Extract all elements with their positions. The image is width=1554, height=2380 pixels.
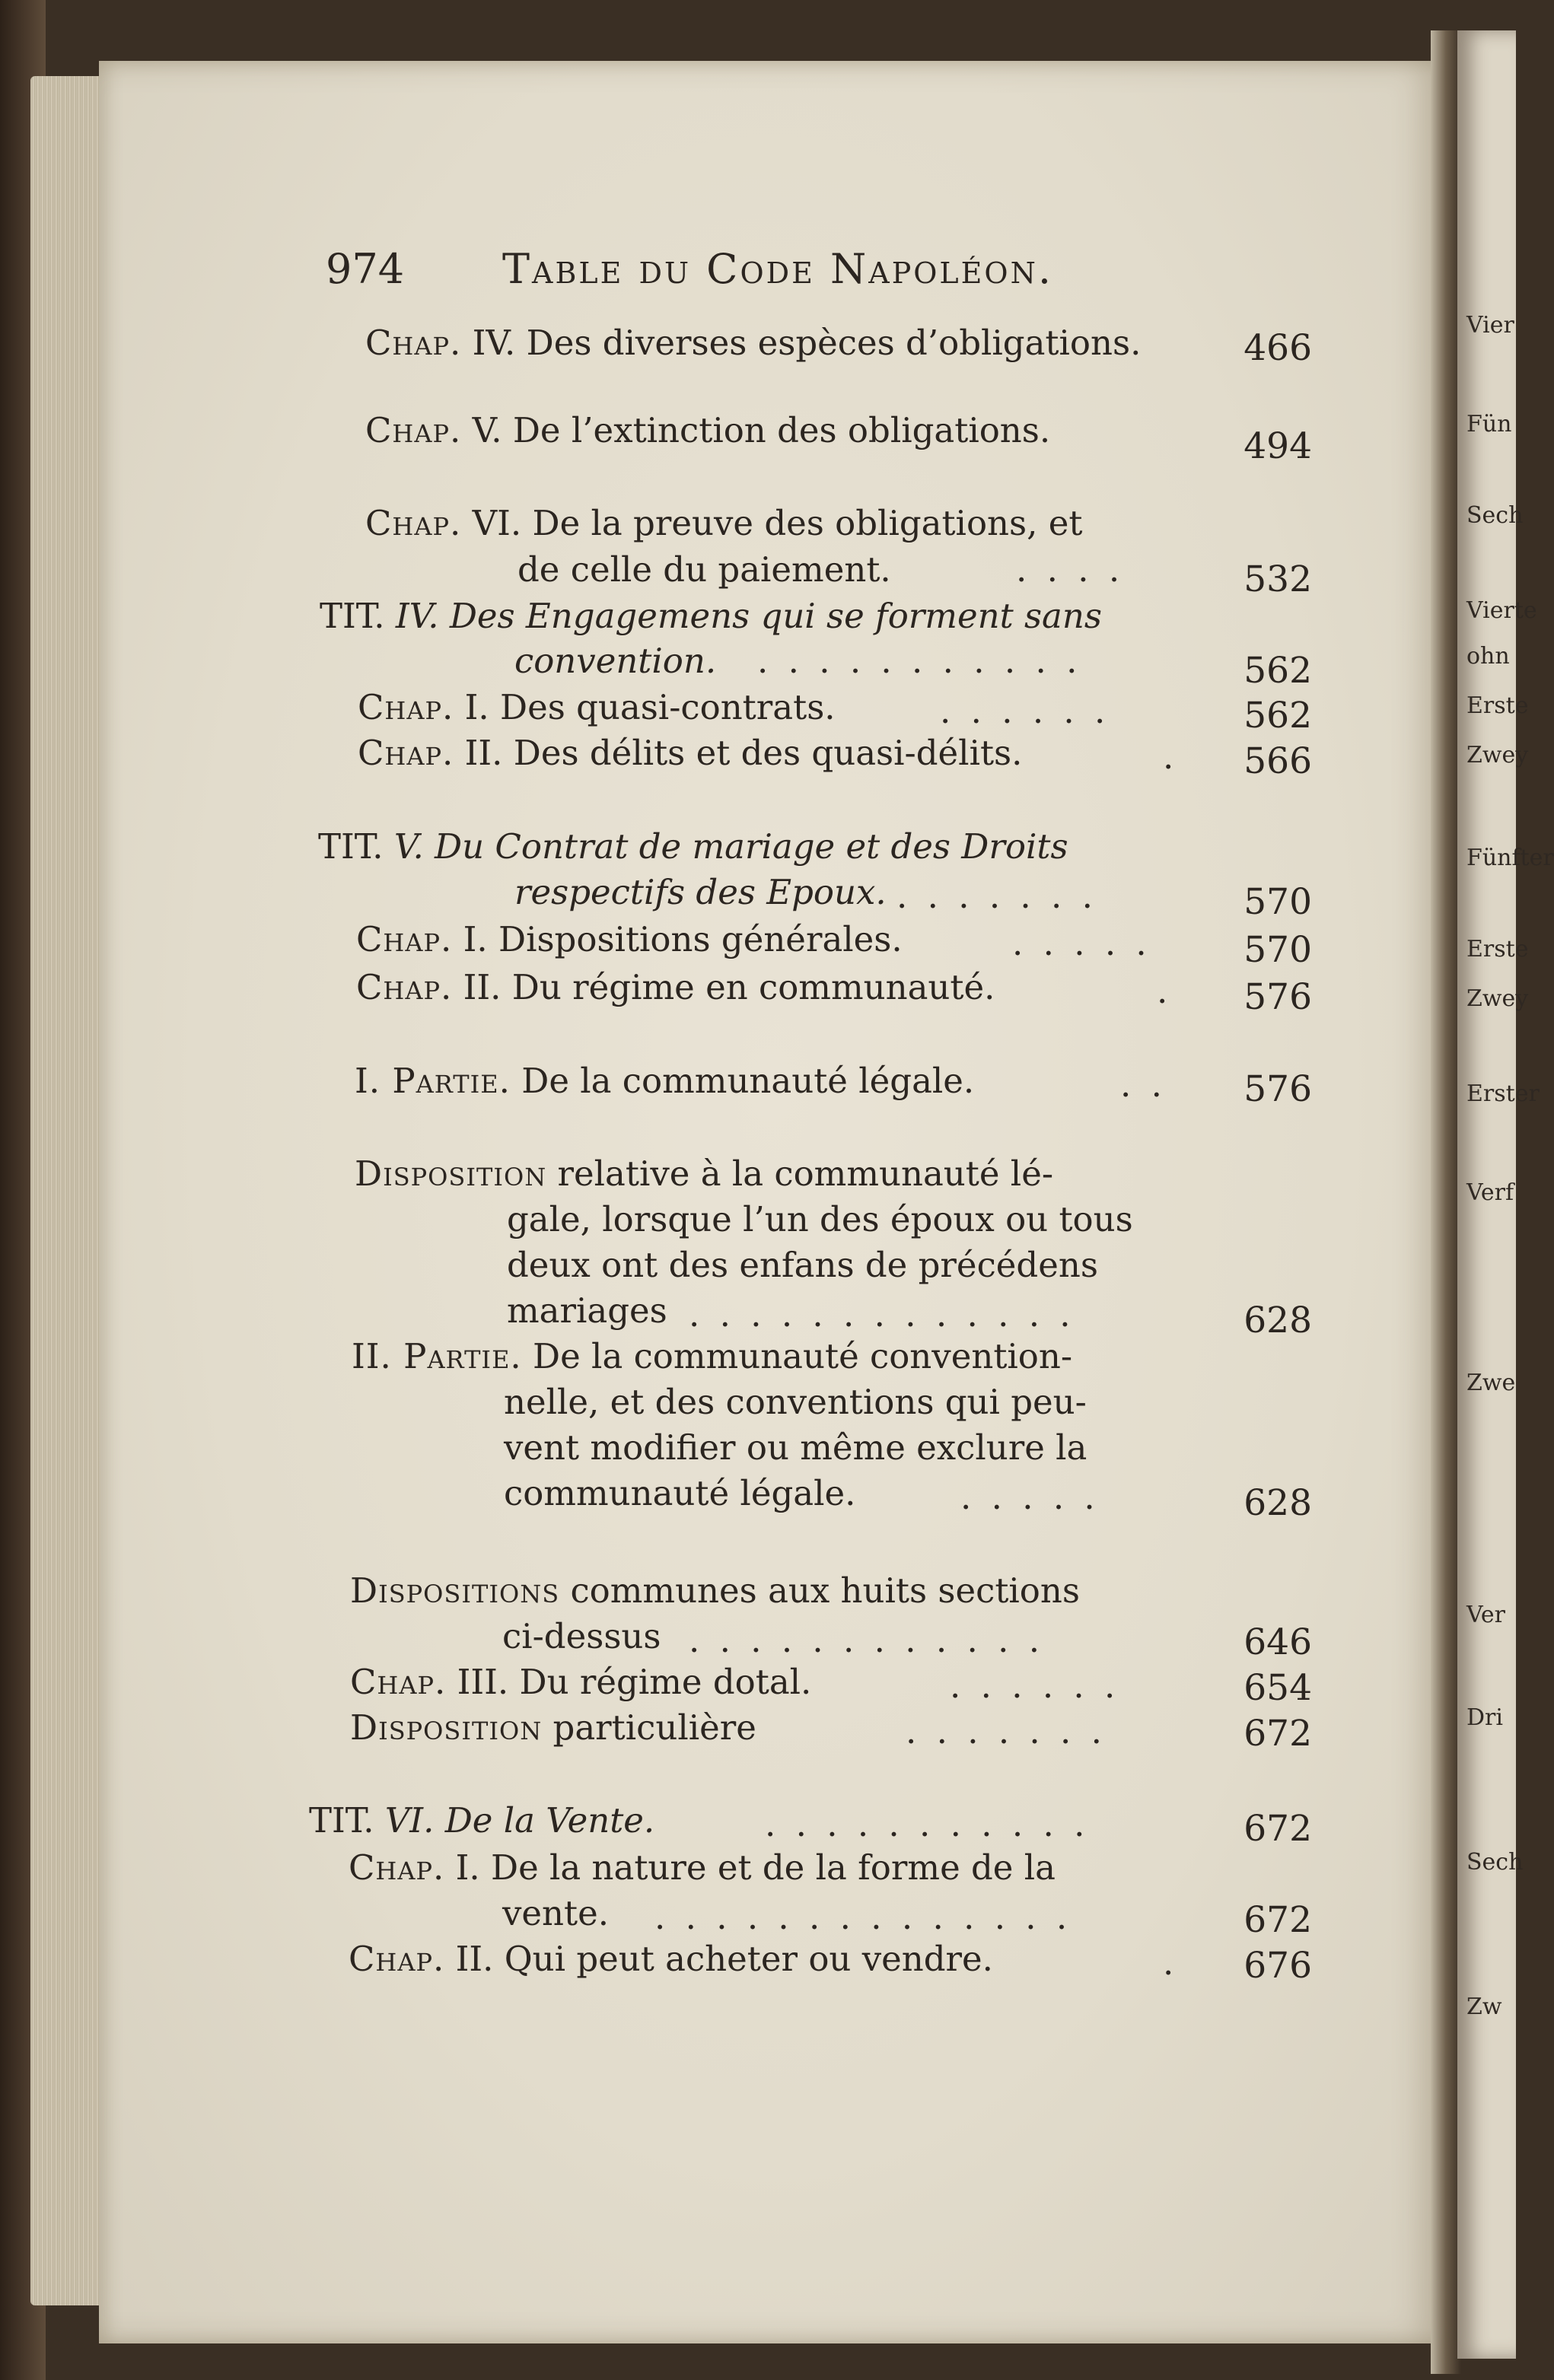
dot-leaders: . . . . . . . [896,876,1097,916]
toc-entry [365,410,1051,450]
entry-title: De la communauté convention- [533,1336,1073,1376]
facing-page-fragment: Erste [1466,692,1529,719]
entry-title: relative à la communauté lé- [557,1153,1054,1194]
entry-page-number: 532 [1244,558,1312,600]
toc-entry [349,1939,993,1979]
entry-label: Chap. [356,919,453,959]
facing-page-fragment: Sech [1466,502,1524,529]
facing-page-fragment: Dri [1466,1704,1503,1731]
toc-entry [350,1570,1080,1611]
dot-leaders: . [1157,971,1173,1011]
entry-page-number: 570 [1244,881,1312,923]
toc-entry [350,1707,756,1748]
entry-page-number: 676 [1244,1945,1312,1987]
entry-label: Chap. [365,503,462,543]
entry-line: vent modifier ou même exclure la [504,1427,1087,1468]
entry-title: II. Des délits et des quasi-délits. [464,733,1023,773]
entry-title: VI. De la preuve des obligations, et [472,503,1083,543]
entry-page-number: 646 [1244,1621,1312,1663]
dot-leaders: . . . . . . [940,691,1110,731]
entry-title: communes aux huits sections [570,1570,1080,1611]
facing-page-fragment: Sech [1466,1849,1524,1876]
facing-page-fragment: ohn [1466,643,1510,670]
facing-page-fragment: Fün [1466,411,1512,438]
entry-title: II. Du régime en communauté. [463,967,995,1007]
entry-continuation: ci-dessus [502,1616,661,1656]
toc-entry [365,503,1083,543]
entry-title: II. Qui peut acheter ou vendre. [455,1939,993,1979]
entry-label: Chap. [365,410,462,450]
entry-page-number: 570 [1244,929,1312,971]
entry-continuation: communauté légale. [504,1473,856,1513]
entry-title: IV. Des diverses espèces d’obligations. [472,323,1142,363]
entry-page-number: 628 [1244,1482,1312,1524]
toc-entry [349,1847,1056,1888]
toc-entry [352,1336,1073,1376]
entry-label: Dispositions [350,1570,560,1611]
toc-entry [318,826,1068,867]
facing-page [1457,30,1554,2359]
entry-page-number: 494 [1244,425,1312,467]
page-number: 974 [326,245,405,293]
entry-page-number: 466 [1244,327,1312,369]
book-gutter [1431,30,1461,2374]
facing-page-fragment: Zwe [1466,1370,1516,1396]
toc-entry [356,919,903,959]
entry-title: I. Dispositions générales. [463,919,903,959]
toc-entry [355,1061,975,1101]
entry-line: gale, lorsque l’un des époux ou tous [507,1199,1133,1239]
entry-title: IV. Des Engagemens qui se forment sans [395,596,1102,636]
entry-label: I. Partie. [355,1061,511,1101]
entry-line: deux ont des enfans de précédens [507,1245,1098,1285]
dot-leaders: . [1163,1943,1179,1983]
entry-page-number: 628 [1244,1300,1312,1341]
toc-entry [356,967,995,1007]
entry-continuation: de celle du paiement. [517,549,891,590]
entry-label: Disposition [355,1153,547,1194]
dot-leaders: . . . . . . . . . . . [765,1804,1090,1844]
toc-entry [365,323,1142,363]
entry-continuation: vente. [502,1893,610,1933]
facing-page-fragment: Zw [1466,1993,1502,2020]
entry-title: VI. De la Vente. [384,1800,655,1841]
entry-page-number: 576 [1244,1068,1312,1110]
entry-label: Chap. [349,1847,445,1888]
running-title: Table du Code Napoléon. [502,245,1053,293]
entry-page-number: 562 [1244,695,1312,737]
entry-title: De la communauté légale. [521,1061,975,1101]
entry-page-number: 672 [1244,1899,1312,1941]
entry-label: Chap. [356,967,453,1007]
toc-entry [358,687,836,727]
entry-page-number: 654 [1244,1667,1312,1709]
dot-leaders: . . . . . . . [906,1711,1107,1752]
facing-page-fragment: Erster [1466,1080,1540,1107]
dot-leaders: . . . . . . . . . . . . . [689,1294,1075,1335]
entry-label: TIT. [320,596,385,636]
facing-page-fragment: Zwey [1466,985,1529,1012]
entry-label: Chap. [358,733,454,773]
entry-title: I. De la nature et de la forme de la [455,1847,1056,1888]
entry-title: V. Du Contrat de mariage et des Droits [393,826,1068,867]
entry-title: III. Du régime dotal. [457,1662,812,1702]
facing-page-fragment: Fünfter [1466,845,1554,871]
entry-line: nelle, et des conventions qui peu- [504,1382,1087,1422]
entry-label: Chap. [365,323,462,363]
toc-entry [358,733,1023,773]
entry-page-number: 562 [1244,650,1312,692]
entry-label: TIT. [318,826,384,867]
facing-page-fragment: Erste [1466,936,1529,963]
dot-leaders: . . . . . . [950,1666,1120,1706]
dot-leaders: . . . . . [960,1477,1100,1517]
entry-continuation: mariages [507,1290,667,1331]
toc-entry [320,596,1102,636]
toc-entry [309,1800,655,1841]
dot-leaders: . . . . . . . . . . . . [689,1620,1044,1660]
entry-page-number: 672 [1244,1808,1312,1850]
entry-title: V. De l’extinction des obligations. [472,410,1051,450]
entry-label: TIT. [309,1800,374,1841]
entry-label: Chap. [358,687,454,727]
facing-page-fragment: Ver [1466,1602,1506,1628]
entry-label: II. Partie. [352,1336,522,1376]
dot-leaders: . . . . . [1012,923,1151,963]
toc-entry [350,1662,812,1702]
entry-title: I. Des quasi-contrats. [464,687,836,727]
facing-page-fragment: Vierte [1466,597,1537,624]
dot-leaders: . . . . . . . . . . . . . . [654,1897,1072,1937]
entry-page-number: 672 [1244,1713,1312,1755]
toc-entry [355,1153,1054,1194]
facing-page-fragment: Zwey [1466,742,1529,768]
page-edges [30,76,103,2305]
entry-continuation: respectifs des Epoux. [514,872,887,912]
entry-label: Disposition [350,1707,543,1748]
facing-page-fragment: Verf [1466,1179,1514,1206]
dot-leaders: . . . . . . . . . . . [757,641,1082,681]
page-header [326,245,1163,306]
dot-leaders: . . . . [1016,549,1125,590]
entry-page-number: 576 [1244,976,1312,1018]
dot-leaders: . . [1120,1064,1167,1105]
entry-page-number: 566 [1244,740,1312,782]
facing-page-fragment: Vier [1466,312,1514,339]
entry-continuation: convention. [514,641,717,681]
entry-label: Chap. [349,1939,445,1979]
dot-leaders: . [1163,737,1179,777]
entry-title: particulière [552,1707,756,1748]
entry-label: Chap. [350,1662,447,1702]
